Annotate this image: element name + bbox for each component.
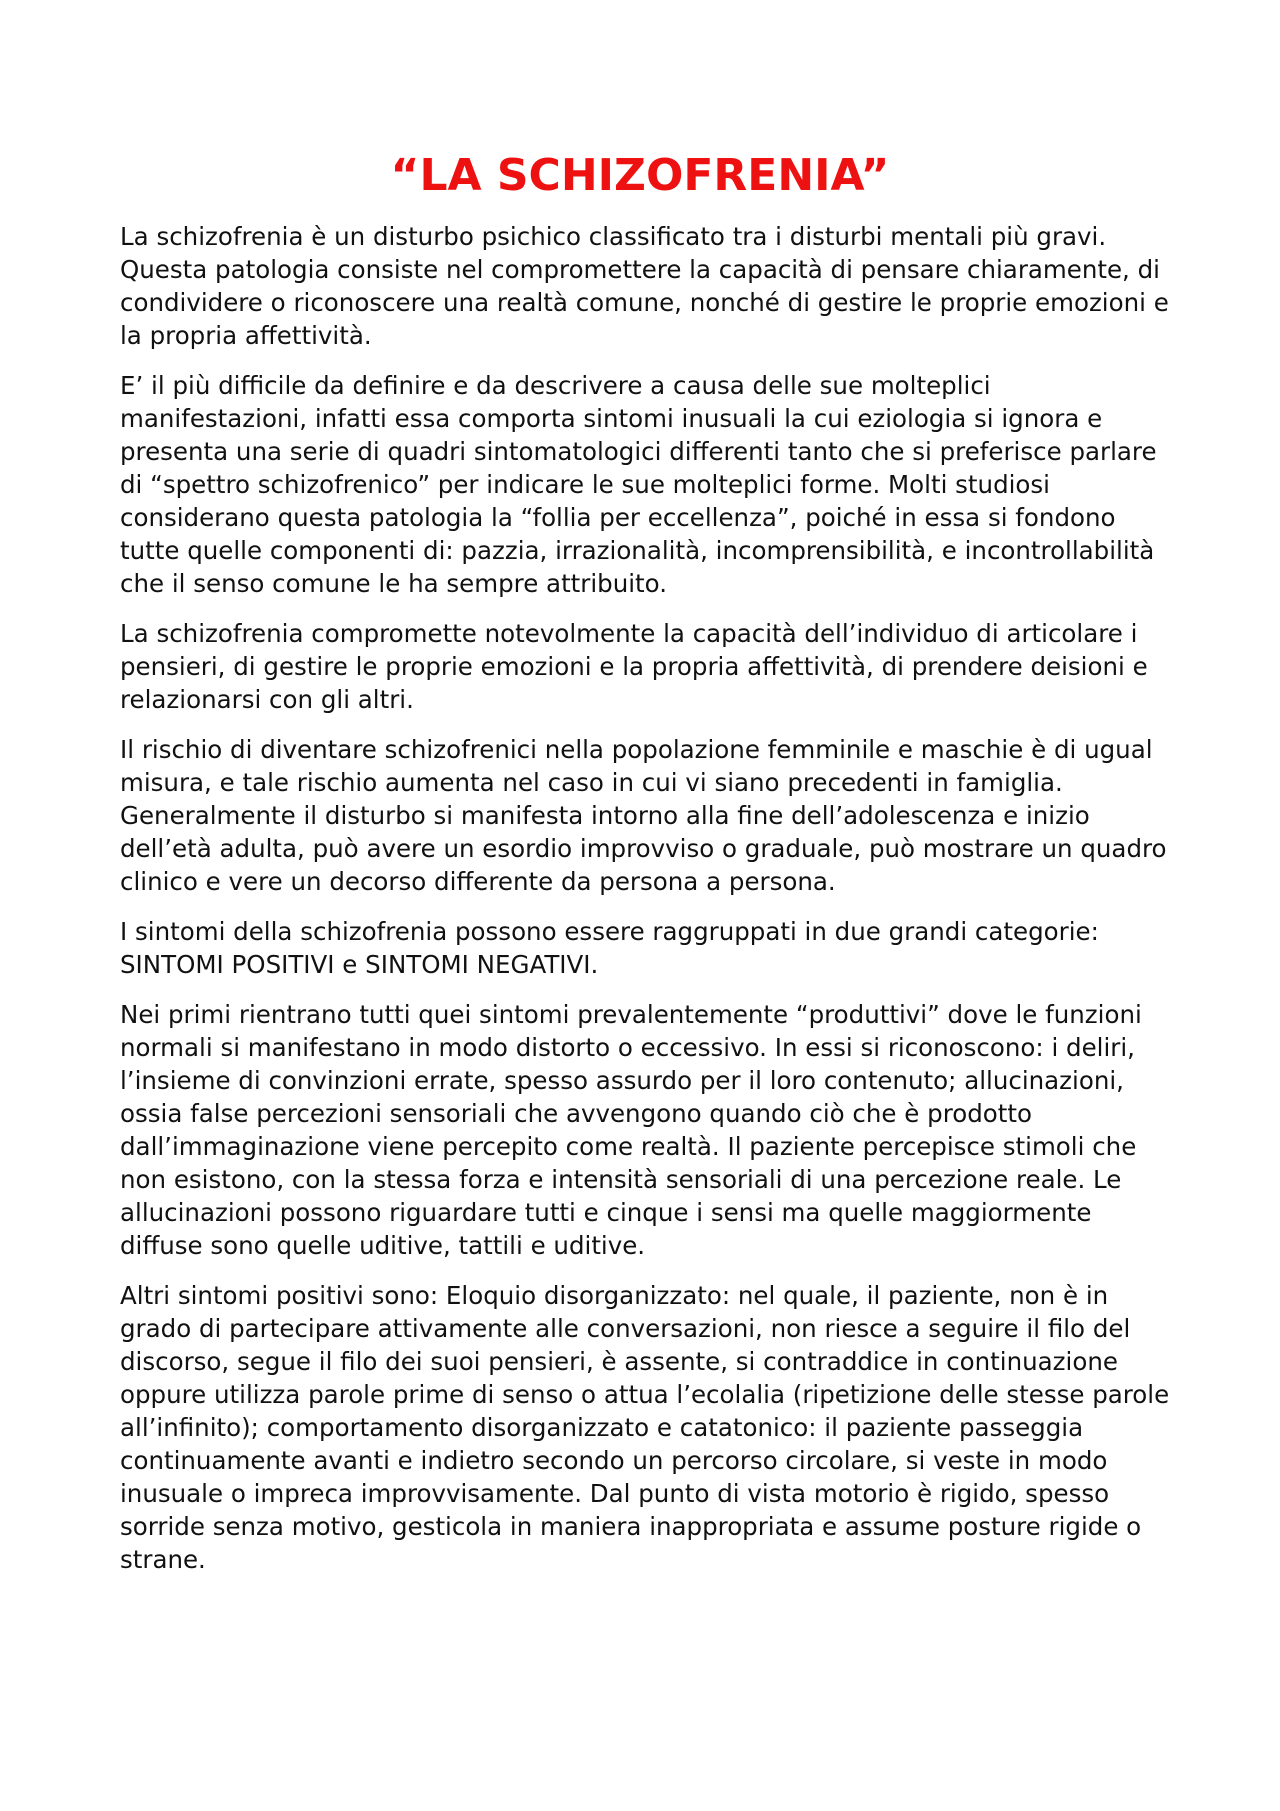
paragraph-symptom-categories: I sintomi della schizofrenia possono essere raggruppati in due grandi categorie: SINTOMI POSITIVI e SINTOMI NEGATIVI. [120, 917, 1099, 979]
document-body [120, 220, 1180, 1593]
paragraph-risk: Il rischio di diventare schizofrenici nella popolazione femminile e maschie è di ugual misura, e tale rischio aumenta nel caso in cui vi siano precedenti in famiglia. Generalmente il disturbo si manifesta intorno alla fine dell’adolescenza e inizio dell’età adulta, può avere un esordio improvviso o graduale, può mostrare un quadro clinico e vere un decorso differente da persona a persona. [120, 735, 1167, 896]
paragraph-definition: La schizofrenia è un disturbo psichico classificato tra i disturbi mentali più gravi. Questa patologia consiste nel compromettere la capacità di pensare chiaramente, di condividere o riconoscere una realtà comune, nonché di gestire le proprie emozioni e la propria affettività. [120, 222, 1169, 350]
paragraph-impairment: La schizofrenia compromette notevolmente la capacità dell’individuo di articolare i pensieri, di gestire le proprie emozioni e la propria affettività, di prendere deisioni e relazionarsi con gli altri. [120, 619, 1148, 714]
paragraph-positive-symptoms: Nei primi rientrano tutti quei sintomi prevalentemente “produttivi” dove le funzioni normali si manifestano in modo distorto o eccessivo. In essi si riconoscono: i deliri, l’insieme di convinzioni errate, spesso assurdo per il loro contenuto; allucinazioni, ossia false percezioni sensoriali che avvengono quando ciò che è prodotto dall’immaginazione viene percepito come realtà. Il paziente percepisce stimoli che non esistono, con la stessa forza e intensità sensoriali di una percezione reale. Le allucinazioni possono riguardare tutti e cinque i sensi ma quelle maggiormente diffuse sono quelle uditive, tattili e uditive. [120, 1000, 1142, 1260]
paragraph-spectrum: E’ il più difficile da definire e da descrivere a causa delle sue molteplici manifestazioni, infatti essa comporta sintomi inusuali la cui eziologia si ignora e presenta una serie di quadri sintomatologici differenti tanto che si preferisce parlare di “spettro schizofrenico” per indicare le sue molteplici forme. Molti studiosi considerano questa patologia la “follia per eccellenza”, poiché in essa si fondono tutte quelle componenti di: pazzia, irrazionalità, incomprensibilità, e incontrollabilità che il senso comune le ha sempre attribuito. [120, 371, 1157, 598]
paragraph-other-positive-symptoms: Altri sintomi positivi sono: Eloquio disorganizzato: nel quale, il paziente, non è in grado di partecipare attivamente alle conversazioni, non riesce a seguire il filo del discorso, segue il filo dei suoi pensieri, è assente, si contraddice in continuazione oppure utilizza parole prime di senso o attua l’ecolalia (ripetizione delle stesse parole all’infinito); comportamento disorganizzato e catatonico: il paziente passeggia continuamente avanti e indietro secondo un percorso circolare, si veste in modo inusuale o impreca improvvisamente. Dal punto di vista motorio è rigido, spesso sorride senza motivo, gesticola in maniera inappropriata e assume posture rigide o strane. [120, 1281, 1170, 1574]
document-title: “LA SCHIZOFRENIA” [390, 150, 890, 201]
